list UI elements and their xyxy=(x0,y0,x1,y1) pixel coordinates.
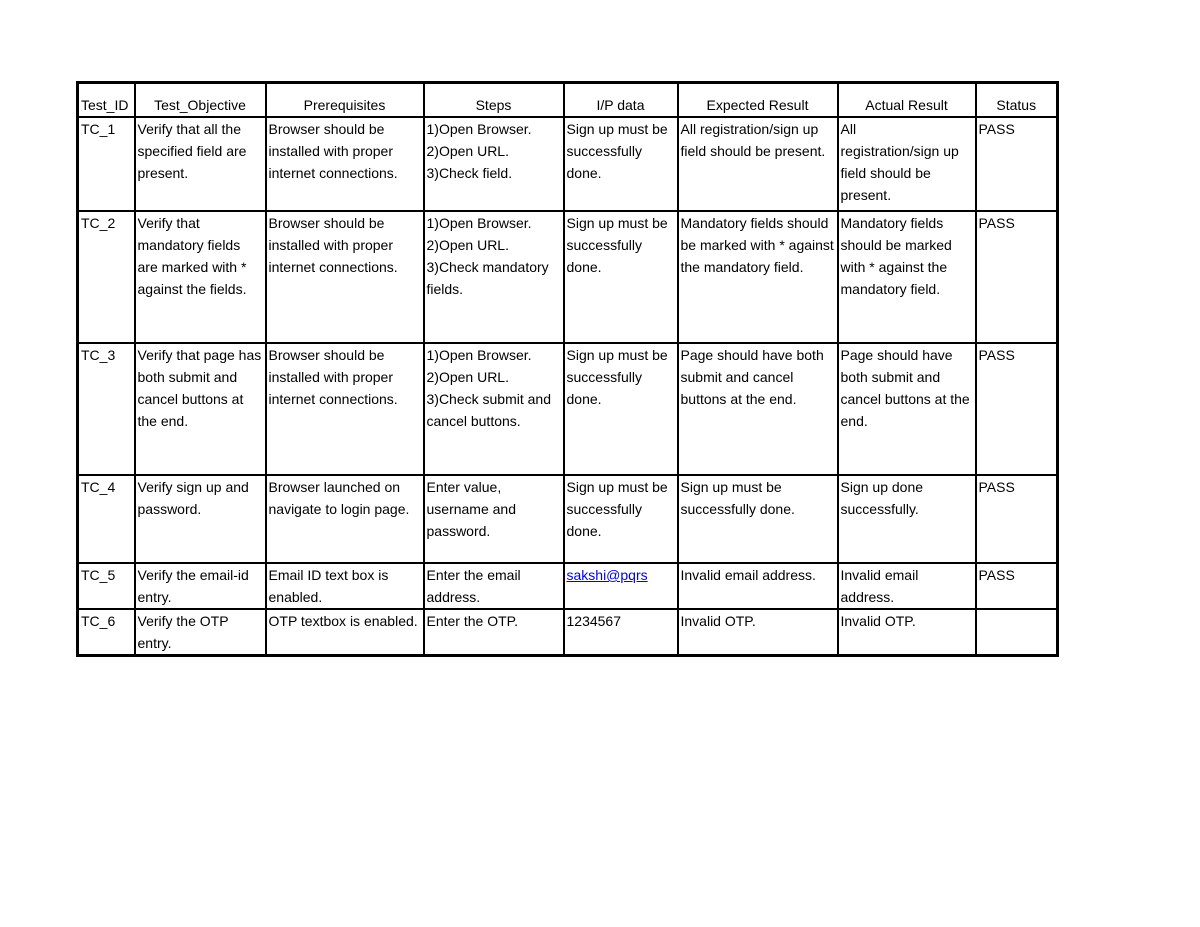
actual-result-cell: All registration/sign up field should be present. xyxy=(838,117,976,211)
table-row xyxy=(78,609,1058,656)
prerequisites-cell: Browser launched on navigate to login page. xyxy=(266,475,424,563)
expected-result-cell: All registration/sign up field should be present. xyxy=(678,117,838,211)
test-id-cell: TC_5 xyxy=(78,563,135,609)
prerequisites-cell: OTP textbox is enabled. xyxy=(266,609,424,656)
header-ip-data: I/P data xyxy=(564,83,678,118)
expected-result-cell: Invalid OTP. xyxy=(678,609,838,656)
ip-data-cell: Sign up must be successfully done. xyxy=(564,475,678,563)
ip-data-cell xyxy=(564,563,678,609)
prerequisites-cell: Browser should be installed with proper internet connections. xyxy=(266,117,424,211)
steps-cell: 1)Open Browser. 2)Open URL. 3)Check field. xyxy=(424,117,564,211)
status-cell: PASS xyxy=(976,117,1058,211)
expected-result-cell: Mandatory fields should be marked with * against the mandatory field. xyxy=(678,211,838,343)
ip-data-cell: Sign up must be successfully done. xyxy=(564,343,678,475)
actual-result-cell: Mandatory fields should be marked with * against the mandatory field. xyxy=(838,211,976,343)
objective-cell: Verify that page has both submit and cancel buttons at the end. xyxy=(135,343,266,475)
steps-cell: 1)Open Browser. 2)Open URL. 3)Check submit and cancel buttons. xyxy=(424,343,564,475)
header-steps: Steps xyxy=(424,83,564,118)
expected-result-cell: Sign up must be successfully done. xyxy=(678,475,838,563)
table-row xyxy=(78,211,1058,343)
header-test-id: Test_ID xyxy=(78,83,135,118)
prerequisites-cell: Browser should be installed with proper internet connections. xyxy=(266,211,424,343)
objective-cell: Verify that mandatory fields are marked with * against the fields. xyxy=(135,211,266,343)
actual-result-cell: Invalid email address. xyxy=(838,563,976,609)
actual-result-cell: Sign up done successfully. xyxy=(838,475,976,563)
test-id-cell: TC_1 xyxy=(78,117,135,211)
steps-cell: 1)Open Browser. 2)Open URL. 3)Check mandatory fields. xyxy=(424,211,564,343)
objective-cell: Verify the email-id entry. xyxy=(135,563,266,609)
header-status: Status xyxy=(976,83,1058,118)
status-cell: PASS xyxy=(976,475,1058,563)
ip-data-cell: 1234567 xyxy=(564,609,678,656)
header-row xyxy=(78,83,1058,118)
status-cell: PASS xyxy=(976,343,1058,475)
ip-data-cell: Sign up must be successfully done. xyxy=(564,117,678,211)
header-expected-result: Expected Result xyxy=(678,83,838,118)
objective-cell: Verify sign up and password. xyxy=(135,475,266,563)
header-actual-result: Actual Result xyxy=(838,83,976,118)
email-link[interactable]: sakshi@pqrs xyxy=(566,567,648,583)
header-prerequisites: Prerequisites xyxy=(266,83,424,118)
table-row xyxy=(78,563,1058,609)
header-test-objective: Test_Objective xyxy=(135,83,266,118)
steps-cell: Enter the OTP. xyxy=(424,609,564,656)
status-cell: PASS xyxy=(976,211,1058,343)
actual-result-cell: Page should have both submit and cancel buttons at the end. xyxy=(838,343,976,475)
test-id-cell: TC_6 xyxy=(78,609,135,656)
objective-cell: Verify that all the specified field are present. xyxy=(135,117,266,211)
steps-cell: Enter value, username and password. xyxy=(424,475,564,563)
prerequisites-cell: Email ID text box is enabled. xyxy=(266,563,424,609)
status-cell xyxy=(976,609,1058,656)
expected-result-cell: Page should have both submit and cancel buttons at the end. xyxy=(678,343,838,475)
actual-result-cell: Invalid OTP. xyxy=(838,609,976,656)
table-row xyxy=(78,117,1058,211)
test-id-cell: TC_4 xyxy=(78,475,135,563)
test-case-table-container xyxy=(76,81,1056,657)
table-row xyxy=(78,475,1058,563)
test-case-table xyxy=(76,81,1059,657)
ip-data-cell: Sign up must be successfully done. xyxy=(564,211,678,343)
prerequisites-cell: Browser should be installed with proper internet connections. xyxy=(266,343,424,475)
objective-cell: Verify the OTP entry. xyxy=(135,609,266,656)
test-id-cell: TC_2 xyxy=(78,211,135,343)
status-cell: PASS xyxy=(976,563,1058,609)
steps-cell: Enter the email address. xyxy=(424,563,564,609)
expected-result-cell: Invalid email address. xyxy=(678,563,838,609)
table-row xyxy=(78,343,1058,475)
test-id-cell: TC_3 xyxy=(78,343,135,475)
